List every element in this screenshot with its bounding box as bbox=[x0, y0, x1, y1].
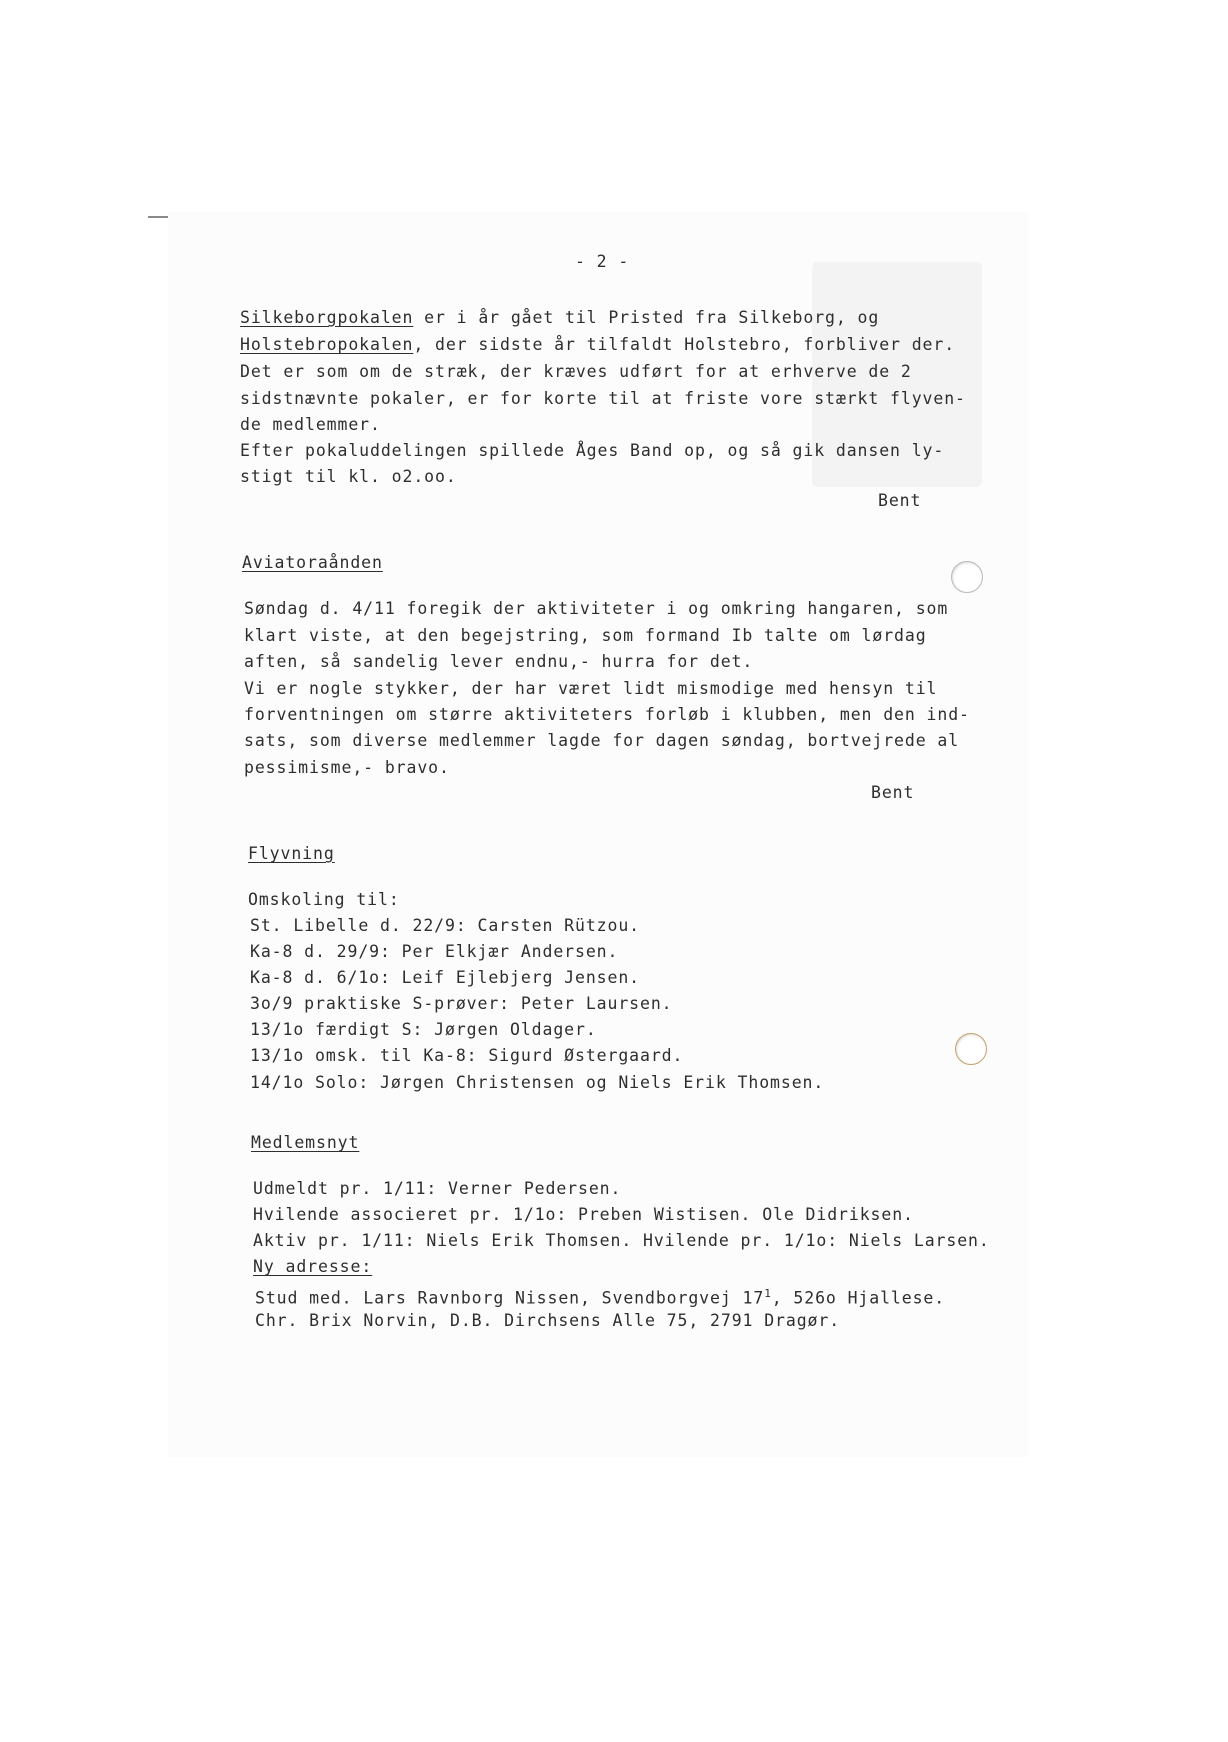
text-line: sats, som diverse medlemmer lagde for dagen søndag, bortvejrede al bbox=[244, 731, 960, 750]
text-line: Ka-8 d. 29/9: Per Elkjær Andersen. bbox=[250, 942, 619, 961]
section-heading: Medlemsnyt bbox=[251, 1133, 360, 1152]
superscript: 1 bbox=[764, 1287, 772, 1300]
text-fragment: Stud med. Lars Ravnborg Nissen, Svendborgvej 17 bbox=[255, 1288, 765, 1308]
section-heading: Aviatoraånden bbox=[242, 553, 383, 572]
text-line: St. Libelle d. 22/9: Carsten Rützou. bbox=[250, 916, 641, 935]
text-line: 14/1o Solo: Jørgen Christensen og Niels Erik Thomsen. bbox=[250, 1073, 825, 1092]
section-heading: Flyvning bbox=[248, 844, 335, 863]
text-line: Vi er nogle stykker, der har været lidt mismodige med hensyn til bbox=[244, 679, 938, 698]
text-line: 13/1o færdigt S: Jørgen Oldager. bbox=[250, 1020, 597, 1039]
edge-mark bbox=[148, 216, 168, 218]
text-line: Omskoling til: bbox=[248, 890, 400, 909]
text-line: forventningen om større aktiviteters forløb i klubben, men den ind- bbox=[244, 705, 970, 724]
text-fragment: er i år gået til Pristed fra Silkeborg, og bbox=[413, 308, 880, 327]
text-line: pessimisme,- bravo. bbox=[244, 758, 450, 777]
text-line bbox=[240, 308, 879, 328]
signature: Bent bbox=[878, 491, 922, 510]
page-number: - 2 - bbox=[575, 252, 630, 271]
text-line bbox=[255, 1284, 945, 1309]
punch-hole-top bbox=[951, 561, 983, 593]
text-line: stigt til kl. o2.oo. bbox=[240, 467, 457, 486]
text-fragment: , der sidste år tilfaldt Holstebro, forbliver der. bbox=[413, 335, 956, 354]
text-line: 13/1o omsk. til Ka-8: Sigurd Østergaard. bbox=[250, 1046, 684, 1065]
text-line bbox=[240, 335, 955, 355]
text-line: Udmeldt pr. 1/11: Verner Pedersen. bbox=[253, 1179, 622, 1198]
text-line: de medlemmer. bbox=[240, 415, 381, 434]
subheading: Ny adresse: bbox=[253, 1257, 373, 1276]
text-line: aften, så sandelig lever endnu,- hurra for det. bbox=[244, 652, 754, 671]
signature: Bent bbox=[871, 783, 915, 802]
trophy-name: Holstebropokalen bbox=[240, 335, 414, 354]
text-line: Søndag d. 4/11 foregik der aktiviteter i og omkring hangaren, som bbox=[244, 599, 949, 618]
punch-hole-bottom bbox=[955, 1033, 987, 1065]
text-line: 3o/9 praktiske S-prøver: Peter Laursen. bbox=[250, 994, 673, 1013]
text-line: klart viste, at den begejstring, som formand Ib talte om lørdag bbox=[244, 626, 927, 645]
text-line: Efter pokaluddelingen spillede Åges Band op, og så gik dansen ly- bbox=[240, 441, 945, 460]
text-line: Chr. Brix Norvin, D.B. Dirchsens Alle 75, 2791 Dragør. bbox=[255, 1311, 841, 1330]
text-fragment: , 526o Hjallese. bbox=[771, 1288, 946, 1308]
text-line: Aktiv pr. 1/11: Niels Erik Thomsen. Hvilende pr. 1/1o: Niels Larsen. bbox=[253, 1231, 990, 1250]
text-line: Ka-8 d. 6/1o: Leif Ejlebjerg Jensen. bbox=[250, 968, 641, 987]
text-line: sidstnævnte pokaler, er for korte til at friste vore stærkt flyven- bbox=[240, 389, 966, 408]
text-line: Det er som om de stræk, der kræves udført for at erhverve de 2 bbox=[240, 362, 912, 381]
trophy-name: Silkeborgpokalen bbox=[240, 308, 414, 327]
text-line: Hvilende associeret pr. 1/1o: Preben Wistisen. Ole Didriksen. bbox=[253, 1205, 914, 1224]
